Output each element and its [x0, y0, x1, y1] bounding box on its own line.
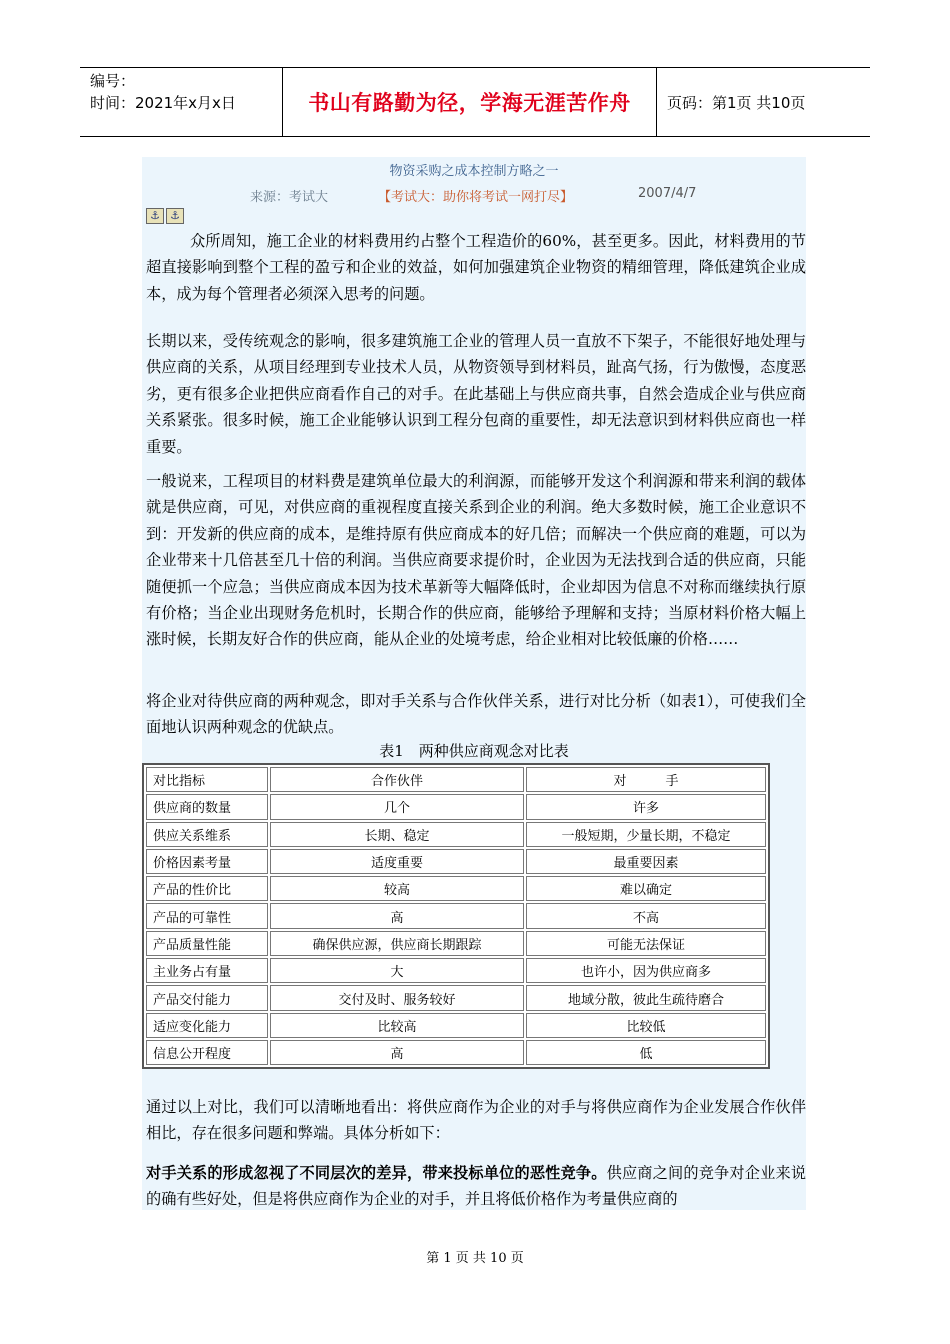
- table-cell: 比较低: [526, 1013, 766, 1038]
- comparison-table: [142, 763, 770, 1069]
- table-cell: 确保供应源，供应商长期跟踪: [270, 931, 524, 956]
- table-cell: 也许小，因为供应商多: [526, 958, 766, 983]
- article-date: 2007/4/7: [638, 186, 697, 201]
- table-cell: 产品的性价比: [146, 876, 268, 901]
- table-cell: 大: [270, 958, 524, 983]
- header-number: 编号：: [90, 72, 136, 90]
- table-row: [146, 876, 766, 901]
- table-cell: 对 手: [526, 767, 766, 792]
- paragraph: 一般说来，工程项目的材料费是建筑单位最大的利润源，而能够开发这个利润源和带来利润的载体就是供应商，可见，对供应商的重视程度直接关系到企业的利润。绝大多数时候，施工企业意识不到：开发新的供应商的成本，是维持原有供应商成本的好几倍；而解决一个供应商的难题，可以为企业带来十几倍甚至几十倍的利润。当供应商要求提价时，企业因为无法找到合适的供应商，只能随便抓一个应急；当供应商成本因为技术革新等大幅降低时，企业却因为信息不对称而继续执行原有价格；当企业出现财务危机时，长期合作的供应商，能够给予理解和支持；当原材料价格大幅上涨时候，长期友好合作的供应商，能从企业的处境考虑，给企业相对比较低廉的价格……: [146, 472, 806, 649]
- table-cell: 高: [270, 1040, 524, 1065]
- table-cell: 几个: [270, 794, 524, 819]
- table-cell: 不高: [526, 903, 766, 928]
- table-cell: 产品质量性能: [146, 931, 268, 956]
- table-row: [146, 849, 766, 874]
- page-footer: 第 1 页 共 10 页: [426, 1251, 524, 1266]
- table-cell: 难以确定: [526, 876, 766, 901]
- table-row: [146, 794, 766, 819]
- table-cell: 信息公开程度: [146, 1040, 268, 1065]
- table-cell: 合作伙伴: [270, 767, 524, 792]
- table-cell: 适度重要: [270, 849, 524, 874]
- link-icon[interactable]: ⚓: [146, 208, 164, 224]
- table-cell: 地域分散，彼此生疏待磨合: [526, 985, 766, 1010]
- link-icon[interactable]: ⚓: [166, 208, 184, 224]
- table-row: [146, 958, 766, 983]
- paragraph: [146, 1160, 806, 1213]
- table-cell: 长期、稳定: [270, 822, 524, 847]
- table-cell: 高: [270, 903, 524, 928]
- table-cell: 一般短期，少量长期，不稳定: [526, 822, 766, 847]
- table-cell: 最重要因素: [526, 849, 766, 874]
- table-cell: 价格因素考量: [146, 849, 268, 874]
- paragraph: 将企业对待供应商的两种观念，即对手关系与合作伙伴关系，进行对比分析（如表1），可使我们全面地认识两种观念的优缺点。: [146, 692, 806, 737]
- table-cell: 可能无法保证: [526, 931, 766, 956]
- header-meta: [80, 68, 283, 136]
- table-header-row: [146, 767, 766, 792]
- article-source: 来源：考试大: [250, 190, 329, 205]
- toolbar-icons: [146, 208, 184, 224]
- table-cell: 低: [526, 1040, 766, 1065]
- table-cell: 较高: [270, 876, 524, 901]
- table-caption: 表1 两种供应商观念对比表: [379, 742, 569, 760]
- header-time: 时间：2021年x月x日: [90, 94, 236, 112]
- table-cell: 供应商的数量: [146, 794, 268, 819]
- article-slogan[interactable]: 【考试大：助你将考试一网打尽】: [378, 190, 574, 205]
- header-page-info: 页码：第1页 共10页: [667, 93, 806, 112]
- table-row: [146, 1013, 766, 1038]
- table-row: [146, 931, 766, 956]
- header-motto: 书山有路勤为径，学海无涯苦作舟: [283, 68, 657, 136]
- table-cell: 交付及时、服务较好: [270, 985, 524, 1010]
- table-row: [146, 985, 766, 1010]
- table-cell: 许多: [526, 794, 766, 819]
- paragraph-bold-lead: 对手关系的形成忽视了不同层次的差异，带来投标单位的恶性竞争。: [146, 1164, 607, 1182]
- article-title: 物资采购之成本控制方略之一: [389, 164, 559, 179]
- table-cell: 产品的可靠性: [146, 903, 268, 928]
- table-row: [146, 903, 766, 928]
- table-cell: 对比指标: [146, 767, 268, 792]
- table-cell: 适应变化能力: [146, 1013, 268, 1038]
- page-header: [80, 67, 870, 137]
- paragraph: 长期以来，受传统观念的影响，很多建筑施工企业的管理人员一直放不下架子，不能很好地处理与供应商的关系，从项目经理到专业技术人员，从物资领导到材料员，趾高气扬，行为傲慢，态度恶劣，更有很多企业把供应商看作自己的对手。在此基础上与供应商共事，自然会造成企业与供应商关系紧张。很多时候，施工企业能够认识到工程分包商的重要性，却无法意识到材料供应商也一样重要。: [146, 332, 806, 456]
- paragraph-rest: 供应商之间的竞争对企业来说的确有些好处，但是将供应商作为企业的对手，并且将低价格作为考量供应商的: [146, 1164, 807, 1209]
- table-row: [146, 1040, 766, 1065]
- table-cell: 比较高: [270, 1013, 524, 1038]
- paragraph: 众所周知，施工企业的材料费用约占整个工程造价的60%，甚至更多。因此，材料费用的节超直接影响到整个工程的盈亏和企业的效益，如何加强建筑企业物资的精细管理，降低建筑企业成本，成为每个管理者必须深入思考的问题。: [146, 232, 806, 303]
- table-row: [146, 822, 766, 847]
- table-cell: 供应关系维系: [146, 822, 268, 847]
- table-cell: 主业务占有量: [146, 958, 268, 983]
- paragraph: 通过以上对比，我们可以清晰地看出：将供应商作为企业的对手与将供应商作为企业发展合作伙伴相比，存在很多问题和弊端。具体分析如下：: [146, 1098, 806, 1143]
- table-cell: 产品交付能力: [146, 985, 268, 1010]
